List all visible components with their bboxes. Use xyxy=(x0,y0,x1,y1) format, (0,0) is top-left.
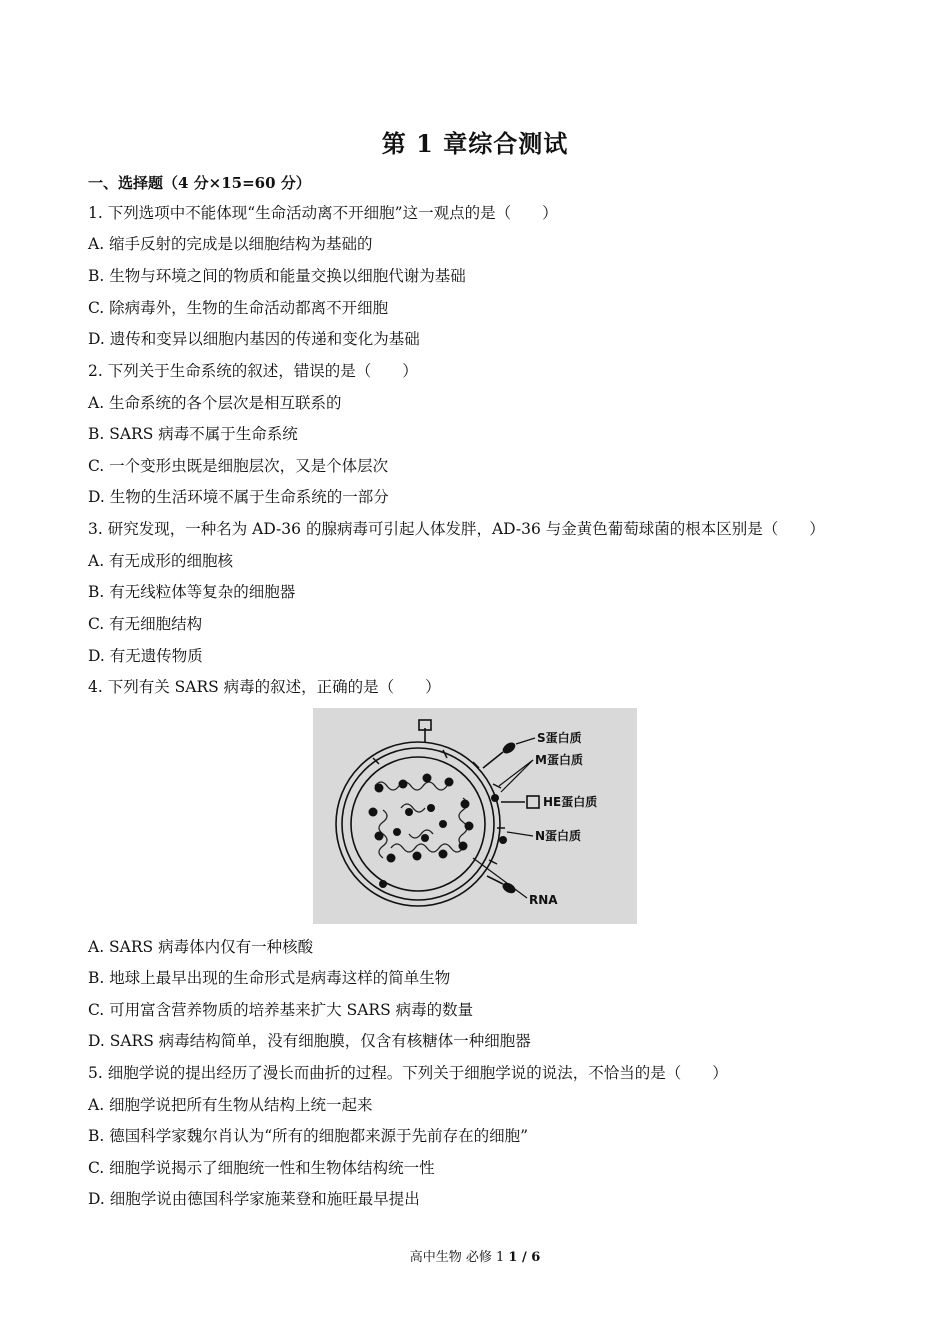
q3-option-c: C. 有无细胞结构 xyxy=(88,615,203,633)
q2-option-a: A. 生命系统的各个层次是相互联系的 xyxy=(88,394,342,412)
q5-option-b: B. 德国科学家魏尔肖认为“所有的细胞都来源于先前存在的细胞” xyxy=(88,1127,529,1145)
label-m-protein: M蛋白质 xyxy=(535,753,583,767)
page-title: 第 1 章综合测试 xyxy=(381,129,569,158)
q1-option-d: D. 遗传和变异以细胞内基因的传递和变化为基础 xyxy=(88,330,420,348)
q5-option-c: C. 细胞学说揭示了细胞统一性和生物体结构统一性 xyxy=(88,1159,435,1177)
question-2: 2. 下列关于生命系统的叙述，错误的是（ ） xyxy=(88,362,418,380)
q2-option-b: B. SARS 病毒不属于生命系统 xyxy=(88,425,298,443)
section-heading: 一、选择题（4 分×15=60 分） xyxy=(88,174,311,192)
label-rna: RNA xyxy=(529,893,558,907)
label-s-protein: S蛋白质 xyxy=(537,731,582,745)
q2-option-c: C. 一个变形虫既是细胞层次，又是个体层次 xyxy=(88,457,389,475)
q2-option-d: D. 生物的生活环境不属于生命系统的一部分 xyxy=(88,488,389,506)
q3-option-a: A. 有无成形的细胞核 xyxy=(88,552,234,570)
question-5: 5. 细胞学说的提出经历了漫长而曲折的过程。下列关于细胞学说的说法，不恰当的是（ ） xyxy=(88,1064,728,1082)
q3-option-b: B. 有无线粒体等复杂的细胞器 xyxy=(88,583,296,601)
q4-option-a: A. SARS 病毒体内仅有一种核酸 xyxy=(88,938,314,956)
q5-option-a: A. 细胞学说把所有生物从结构上统一起来 xyxy=(88,1096,373,1114)
q1-option-c: C. 除病毒外，生物的生命活动都离不开细胞 xyxy=(88,299,389,317)
sars-virus-diagram xyxy=(313,708,637,924)
q5-option-d: D. 细胞学说由德国科学家施莱登和施旺最早提出 xyxy=(88,1190,420,1208)
question-3: 3. 研究发现，一种名为 AD-36 的腺病毒可引起人体发胖，AD-36 与金黄色葡萄球菌的根本区别是（ ） xyxy=(88,520,825,538)
question-1: 1. 下列选项中不能体现“生命活动离不开细胞”这一观点的是（ ） xyxy=(88,204,558,222)
footer-text: 高中生物 必修 1 xyxy=(409,1250,509,1265)
label-he-protein: HE蛋白质 xyxy=(543,795,598,809)
q3-option-d: D. 有无遗传物质 xyxy=(88,647,203,665)
question-4: 4. 下列有关 SARS 病毒的叙述，正确的是（ ） xyxy=(88,678,441,696)
q4-option-c: C. 可用富含营养物质的培养基来扩大 SARS 病毒的数量 xyxy=(88,1001,474,1019)
label-n-protein: N蛋白质 xyxy=(535,829,582,843)
q4-option-d: D. SARS 病毒结构简单，没有细胞膜，仅含有核糖体一种细胞器 xyxy=(88,1032,531,1050)
q1-option-b: B. 生物与环境之间的物质和能量交换以细胞代谢为基础 xyxy=(88,267,466,285)
q1-option-a: A. 缩手反射的完成是以细胞结构为基础的 xyxy=(88,235,373,253)
page-number: 1 / 6 xyxy=(508,1250,541,1265)
q4-option-b: B. 地球上最早出现的生命形式是病毒这样的简单生物 xyxy=(88,969,451,987)
page-footer xyxy=(0,1246,950,1265)
